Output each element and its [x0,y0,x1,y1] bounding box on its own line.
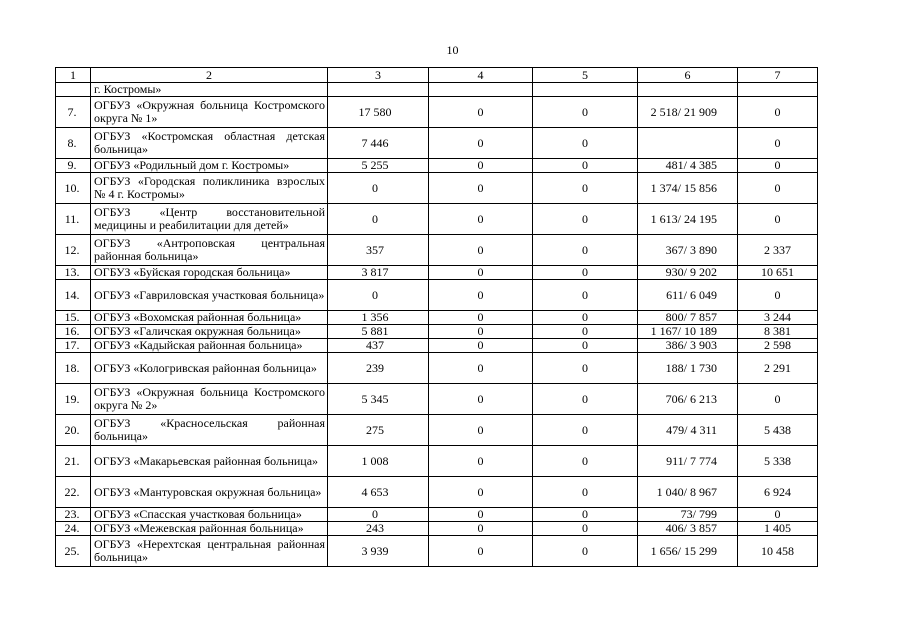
cell-num: 19. [56,384,91,415]
cell-col-6: 2 518/ 21 909 [638,97,738,128]
cell-col-3: 4 653 [328,477,429,508]
cell-col-3: 275 [328,415,429,446]
cell-col-4: 0 [429,508,533,522]
cell-col-4: 0 [429,353,533,384]
cell-col-7: 3 244 [738,311,818,325]
cell-col-3: 0 [328,204,429,235]
table-row [56,508,818,522]
cell-col-7: 0 [738,280,818,311]
cell-num: 8. [56,128,91,159]
cell-col-3: 3 817 [328,266,429,280]
cell-col-5: 0 [533,353,638,384]
cell-num: 25. [56,536,91,567]
cell-col-4: 0 [429,415,533,446]
table-row [56,353,818,384]
cell-col-5: 0 [533,173,638,204]
cell-num: 15. [56,311,91,325]
cell-col-3: 0 [328,173,429,204]
continuation-text: г. Костромы» [91,83,328,97]
cell-col-4: 0 [429,97,533,128]
header-col-7: 7 [738,68,818,83]
cell-col-5: 0 [533,477,638,508]
cell-col-7: 0 [738,97,818,128]
cell-col-6: 1 374/ 15 856 [638,173,738,204]
cell-name: ОГБУЗ «Вохомская районная больница» [91,311,328,325]
cell-col-3: 1 356 [328,311,429,325]
cell-col-6: 611/ 6 049 [638,280,738,311]
hospital-table [55,67,818,567]
cell-col-4: 0 [429,384,533,415]
cell-col-6: 1 656/ 15 299 [638,536,738,567]
cell-col-4: 0 [429,536,533,567]
cell-num: 21. [56,446,91,477]
table-row [56,204,818,235]
cell-name: ОГБУЗ «Антроповская центральная районная больница» [91,235,328,266]
table-row [56,415,818,446]
table-row [56,266,818,280]
table-row [56,235,818,266]
cell-col-7: 0 [738,384,818,415]
header-col-5: 5 [533,68,638,83]
cell-col-4: 0 [429,311,533,325]
cell-col-3: 17 580 [328,97,429,128]
cell-col-5: 0 [533,159,638,173]
cell-col-3: 437 [328,339,429,353]
cell-col-5: 0 [533,235,638,266]
cell-col-6: 406/ 3 857 [638,522,738,536]
cell-num: 7. [56,97,91,128]
cell-num: 22. [56,477,91,508]
header-col-1: 1 [56,68,91,83]
cell-col-7: 6 924 [738,477,818,508]
cell-col-5: 0 [533,446,638,477]
cell-name: ОГБУЗ «Спасская участковая больница» [91,508,328,522]
cell-col-4: 0 [429,159,533,173]
cell-num: 17. [56,339,91,353]
table-row [56,128,818,159]
cell-col-7: 1 405 [738,522,818,536]
cell-name: ОГБУЗ «Городская поликлиника взрослых № 4 г. Костромы» [91,173,328,204]
cell-col-4: 0 [429,522,533,536]
cell-name: ОГБУЗ «Буйская городская больница» [91,266,328,280]
cell-col-3: 357 [328,235,429,266]
cell-col-6: 800/ 7 857 [638,311,738,325]
cell-num: 14. [56,280,91,311]
cell-num: 13. [56,266,91,280]
cell-col-3: 5 255 [328,159,429,173]
cell-num: 16. [56,325,91,339]
cell-col-6: 706/ 6 213 [638,384,738,415]
cell-col-6: 367/ 3 890 [638,235,738,266]
cell-num: 12. [56,235,91,266]
cell-col-5: 0 [533,311,638,325]
cell-col-5: 0 [533,97,638,128]
cell-name: ОГБУЗ «Макарьевская районная больница» [91,446,328,477]
cell-col-6: 481/ 4 385 [638,159,738,173]
cell-name: ОГБУЗ «Центр восстановительной медицины и реабилитации для детей» [91,204,328,235]
cell-col-3: 0 [328,280,429,311]
cell-col-4: 0 [429,266,533,280]
table-row [56,97,818,128]
cell-col-5: 0 [533,128,638,159]
cell-col-5: 0 [533,266,638,280]
cell-col-5: 0 [533,415,638,446]
cell-col-3: 5 345 [328,384,429,415]
header-col-4: 4 [429,68,533,83]
table-row [56,280,818,311]
cell-num: 24. [56,522,91,536]
cell-col-5: 0 [533,508,638,522]
cell-col-4: 0 [429,325,533,339]
cell-col-7: 5 338 [738,446,818,477]
cell-col-7: 5 438 [738,415,818,446]
cell-col-5: 0 [533,339,638,353]
cell-col-7: 0 [738,159,818,173]
cell-col-5: 0 [533,280,638,311]
table-row [56,384,818,415]
cell-name: ОГБУЗ «Мантуровская окружная больница» [91,477,328,508]
cell-name: ОГБУЗ «Красносельская районная больница» [91,415,328,446]
cell-col-6: 930/ 9 202 [638,266,738,280]
table-row [56,311,818,325]
cell-col-6: 479/ 4 311 [638,415,738,446]
cell-col-5: 0 [533,384,638,415]
header-row [56,68,818,83]
cell-col-3: 7 446 [328,128,429,159]
cell-col-3: 1 008 [328,446,429,477]
cell-col-6: 1 167/ 10 189 [638,325,738,339]
cell-num: 10. [56,173,91,204]
cell-col-7: 0 [738,128,818,159]
table-row [56,339,818,353]
cell-num: 11. [56,204,91,235]
cell-col-4: 0 [429,235,533,266]
cell-name: ОГБУЗ «Костромская областная детская больница» [91,128,328,159]
cell-name: ОГБУЗ «Нерехтская центральная районная больница» [91,536,328,567]
cell-col-6: 188/ 1 730 [638,353,738,384]
cell-col-5: 0 [533,536,638,567]
table-row [56,446,818,477]
table-row [56,536,818,567]
table-row [56,325,818,339]
cell-col-7: 8 381 [738,325,818,339]
cell-col-5: 0 [533,522,638,536]
cell-num: 23. [56,508,91,522]
cell-col-3: 5 881 [328,325,429,339]
table-row [56,477,818,508]
cell-num: 20. [56,415,91,446]
cell-name: ОГБУЗ «Гавриловская участковая больница» [91,280,328,311]
cell-col-3: 0 [328,508,429,522]
cell-col-4: 0 [429,204,533,235]
cell-col-7: 0 [738,204,818,235]
cell-col-6: 73/ 799 [638,508,738,522]
cell-col-5: 0 [533,204,638,235]
table-row [56,522,818,536]
cell-col-3: 3 939 [328,536,429,567]
cell-num: 18. [56,353,91,384]
cell-num [56,83,91,97]
cell-col-7: 0 [738,508,818,522]
page-number: 10 [446,43,459,57]
cell-col-7: 2 337 [738,235,818,266]
cell-name: ОГБУЗ «Окружная больница Костромского округа № 1» [91,97,328,128]
cell-col-4: 0 [429,477,533,508]
header-col-3: 3 [328,68,429,83]
cell-col-6: 1 040/ 8 967 [638,477,738,508]
cell-col-6: 386/ 3 903 [638,339,738,353]
cell-col-4: 0 [429,446,533,477]
cell-col-4: 0 [429,173,533,204]
header-col-6: 6 [638,68,738,83]
continuation-row [56,83,818,97]
cell-col-3: 239 [328,353,429,384]
cell-col-7: 0 [738,173,818,204]
cell-num: 9. [56,159,91,173]
cell-name: ОГБУЗ «Межевская районная больница» [91,522,328,536]
cell-col-5: 0 [533,325,638,339]
cell-col-6: 911/ 7 774 [638,446,738,477]
cell-col-7: 10 458 [738,536,818,567]
cell-col-4: 0 [429,280,533,311]
table-row [56,173,818,204]
cell-col-4: 0 [429,128,533,159]
cell-col-6 [638,128,738,159]
cell-name: ОГБУЗ «Кологривская районная больница» [91,353,328,384]
cell-name: ОГБУЗ «Кадыйская районная больница» [91,339,328,353]
cell-name: ОГБУЗ «Родильный дом г. Костромы» [91,159,328,173]
cell-col-6: 1 613/ 24 195 [638,204,738,235]
cell-name: ОГБУЗ «Галичская окружная больница» [91,325,328,339]
cell-col-7: 10 651 [738,266,818,280]
cell-col-7: 2 291 [738,353,818,384]
cell-col-3: 243 [328,522,429,536]
table-row [56,159,818,173]
cell-col-4: 0 [429,339,533,353]
header-col-2: 2 [91,68,328,83]
cell-col-7: 2 598 [738,339,818,353]
cell-name: ОГБУЗ «Окружная больница Костромского округа № 2» [91,384,328,415]
